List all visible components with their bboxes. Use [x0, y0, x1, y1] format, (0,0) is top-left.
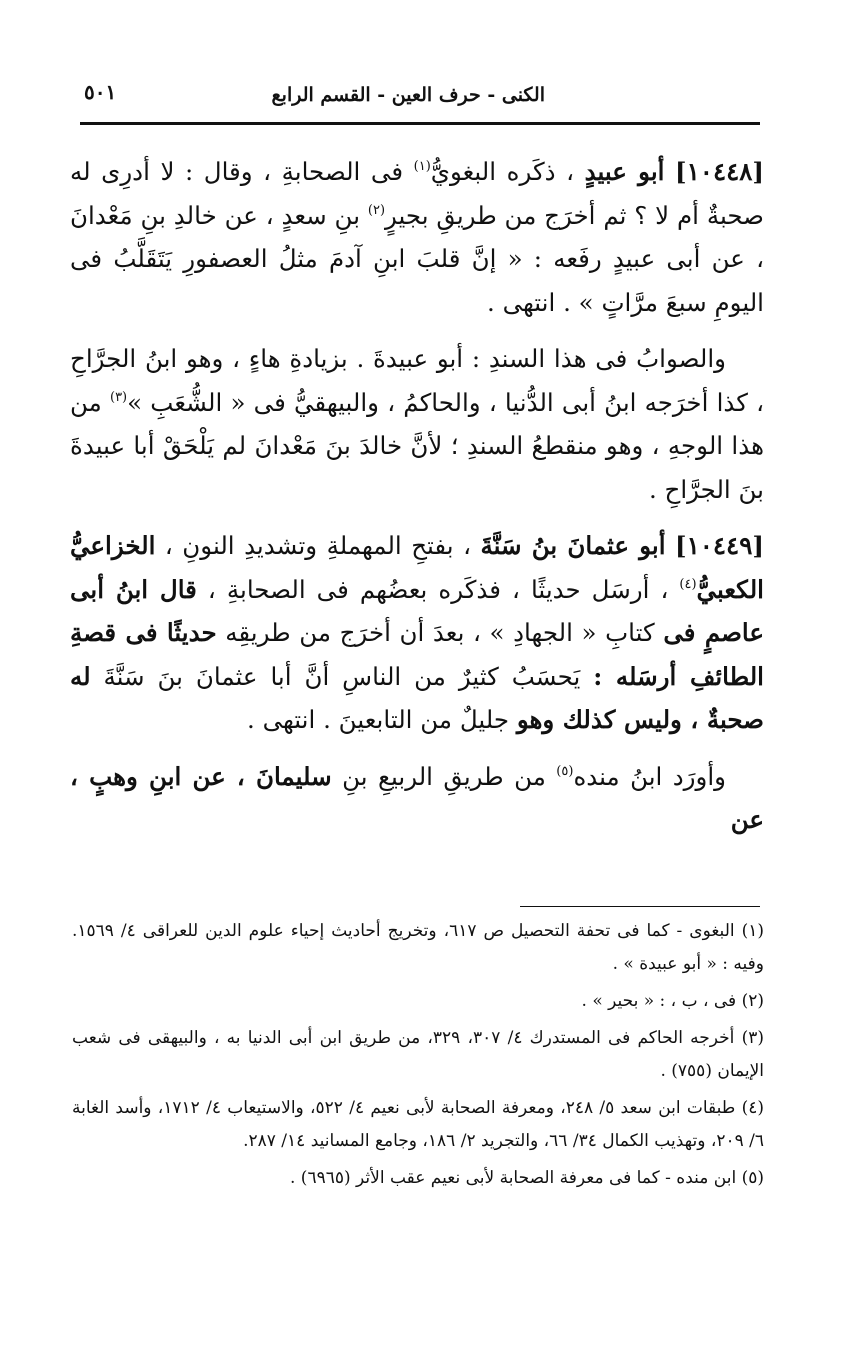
entry-number: [١٠٤٤٩] [674, 531, 764, 560]
paragraph-text: والصوابُ فى هذا السندِ : أبو عبيدةَ . بزيادةِ هاءٍ ، وهو ابنُ الجرَّاحِ ، كذا أخرَجه ابنُ أبى الدُّنيا ، والحاكمُ ، والبيهقيُّ فى « الشُّعَبِ » [70, 344, 765, 417]
entry-text: كتابِ « الجهادِ » ، بعدَ أن أخرَج من طريقِه [225, 618, 655, 647]
entry-name: أبو عبيدٍ [584, 157, 665, 186]
page-header [80, 78, 760, 118]
paragraph-text: من طريقِ الربيعِ بنِ [342, 761, 546, 791]
page-number: ٥٠١ [84, 80, 117, 104]
footnote [72, 915, 764, 981]
entry-bold-text: قال ابنُ أبى عاصمٍ فى [70, 574, 765, 647]
paragraph-bold-text: سليمانَ ، عن ابنِ وهبٍ ، عن [70, 761, 764, 834]
paragraph-text: وأورَد ابنُ منده [573, 761, 726, 791]
footnote-divider [520, 906, 760, 907]
entry-10449 [70, 524, 764, 742]
commentary-paragraph [70, 337, 764, 511]
running-title: الكنى - حرف العين - القسم الرابع [271, 84, 545, 106]
footnote-text: أخرجه الحاكم فى المستدرك ٤/ ٣٠٧، ٣٢٩، من طريق ابن أبى الدنيا به ، والبيهقى فى شعب الإيمان (٧٥٥) . [72, 1028, 764, 1081]
entry-text: بنِ سعدٍ ، عن خالدِ بنِ مَعْدانَ ، عن أبى عبيدٍ رفَعه : « إنَّ قلبَ ابنِ آدمَ مثلُ العصفورِ يَتَقَلَّبُ فى اليومِ سبعَ مرَّاتٍ » . انتهى . [70, 200, 764, 317]
footnote [72, 1092, 764, 1158]
entry-name: أبو عثمانَ بنُ سَنَّةَ [480, 531, 666, 560]
footnote-number: (٣) [741, 1028, 765, 1048]
footnotes [72, 915, 764, 1199]
entry-nisba: الخزاعيُّ الكعبيُّ [70, 531, 764, 604]
entry-text: يَحسَبُ كثيرٌ من الناسِ أنَّ أبا عثمانَ بنَ سَنَّةَ [103, 661, 581, 691]
main-text [70, 150, 764, 855]
entry-text: ، أرسَل حديثًا ، فذكَره بعضُهم فى الصحابةِ ، [207, 574, 669, 604]
entry-bold-text: حديثًا فى قصةِ الطائفِ أرسَله : [70, 618, 764, 691]
footnote-text: فى ، ب ، : « بحير » . [581, 991, 737, 1011]
footnote-number: (١) [741, 921, 764, 941]
footnote-number: (٢) [741, 991, 764, 1011]
footnote [72, 985, 764, 1018]
footnote-number: (٤) [741, 1098, 765, 1118]
entry-text: ، ذكَره البغويُّ [430, 157, 575, 186]
footnote-ref: (٥) [556, 763, 574, 779]
footnote [72, 1162, 764, 1195]
paragraph-text: من هذا الوجهِ ، وهو منقطعُ السندِ ؛ لأنَّ خالدَ بنَ مَعْدانَ لم يَلْحَقْ أبا عبيدةَ بنَ الجرَّاحِ . [70, 387, 764, 504]
footnote-text: البغوى - كما فى تحفة التحصيل ص ٦١٧، وتخريج أحاديث إحياء علوم الدين للعراقى ٤/ ١٥٦٩. وفيه : « أبو عبيدة » . [72, 921, 764, 974]
footnote [72, 1022, 764, 1088]
footnote-text: طبقات ابن سعد ٥/ ٢٤٨، ومعرفة الصحابة لأبى نعيم ٤/ ٥٢٢، والاستيعاب ٤/ ١٧١٢، وأسد الغابة ٦/ ٢٠٩، وتهذيب الكمال ٣٤/ ٦٦، والتجريد ٢/ ١٨٦، وجامع المسانيد ١٤/ ٢٨٧. [72, 1098, 764, 1151]
entry-text: ، بفتحِ المهملةِ وتشديدِ النونِ ، [164, 531, 471, 560]
entry-10448 [70, 150, 764, 324]
footnote-number: (٥) [741, 1168, 764, 1188]
footnote-ref: (١) [413, 159, 431, 174]
footnote-ref: (٢) [367, 202, 386, 218]
footnote-ref: (٤) [679, 576, 697, 592]
entry-number: [١٠٤٤٨] [675, 157, 765, 186]
entry-text: فى الصحابةِ ، وقال : لا أدرِى له صحبةٌ أم لا ؟ ثم أخرَج من طريقِ بجيرٍ [70, 157, 764, 230]
entry-text: جليلٌ من التابعينَ . انتهى . [247, 705, 510, 734]
final-paragraph [70, 755, 764, 842]
footnote-text: ابن منده - كما فى معرفة الصحابة لأبى نعيم عقب الأثر (٦٩٦٥) . [290, 1168, 737, 1188]
entry-bold-text: له صحبةٌ ، وليس كذلك وهو [70, 661, 764, 734]
footnote-ref: (٣) [109, 389, 128, 405]
header-divider [80, 122, 760, 125]
